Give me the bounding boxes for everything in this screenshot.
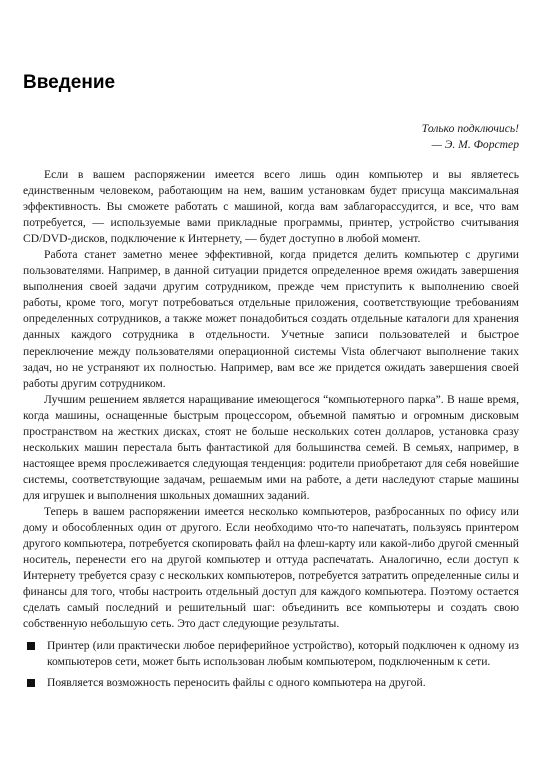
epigraph: [422, 121, 519, 153]
paragraph-3: Лучшим решением является наращивание имеющегося “компьютерного парка”. В наше время, когда машины, оснащенные быстрым процессором, объемной памятью и огромным дисковым пространством на жестких дисках, стоят не больше нескольких сотен долларов, установка сразу нескольких машин перестала быть фантастикой для большинства семей. В семьях, например, в настоящее время прослеживается следующая тенденция: родители приобретают для себя новейшие системы, соответствующие задачам, решаемым ими на работе, а дети наследуют старые машины для игрушек и выполнения школьных домашних заданий.: [23, 392, 519, 502]
bullet-item: [23, 675, 519, 691]
bullet-item: [23, 638, 519, 670]
bullet-list: [23, 638, 519, 691]
paragraph-1: Если в вашем распоряжении имеется всего лишь один компьютер и вы являетесь единственным человеком, работающим на нем, вашим установкам будет присуща максимальная эффективность. Вы сможете работать с машиной, когда вам заблагорассудится, и все, что вам потребуется, — используемые вами прикладные программы, принтер, устройство считывания CD/DVD-дисков, подключение к Интернету, — будет доступно в любой момент.: [23, 168, 519, 246]
chapter-body: [23, 167, 519, 697]
book-page: [23, 0, 519, 775]
square-bullet-icon: [27, 679, 35, 687]
bullet-text: Появляется возможность переносить файлы с одного компьютера на другой.: [47, 676, 426, 690]
square-bullet-icon: [27, 642, 35, 650]
bullet-text: Принтер (или практически любое периферийное устройство), который подключен к одному из компьютеров сети, может быть использован любым компьютером, подключенным к сети.: [47, 639, 519, 669]
paragraph-4: Теперь в вашем распоряжении имеется несколько компьютеров, разбросанных по офису или дому и обособленных один от другого. Если необходимо что-то напечатать, пользуясь принтером другого компьютера, потребуется скопировать файл на флеш-карту или какой-либо другой сменный носитель, перенести его на другой компьютер и оттуда распечатать. Аналогично, если доступ к Интернету требуется сразу с нескольких компьютеров, потребуется затратить определенные силы и финансы для того, чтобы настроить отдельный доступ для каждого компьютера. Поэтому остается сделать самый последний и решительный шаг: объединить все компьютеры и создать свою собственную небольшую сеть. Это даст следующие результаты.: [23, 504, 519, 631]
chapter-heading: Введение: [23, 72, 116, 93]
paragraph-2: Работа станет заметно менее эффективной, когда придется делить компьютер с другими пользователями. Например, в данной ситуации придется определенное время ожидать завершения выполнения своей задачи другим сотрудником, прежде чем приступить к выполнению своей работы, кроме того, могут потребоваться отдельные приложения, соответствующие требованиям определенных сотрудников, а также может понадобиться создать отдельные каталоги для хранения данных каждого сотрудника в отдельности. Учетные записи пользователей и быстрое переключение между пользователями операционной системы Vista облегчают выполнение таких задач, но не устраняют их полностью. Например, вам все же придется ожидать завершения своей работы другим сотрудником.: [23, 248, 519, 390]
epigraph-quote: Только подключись!: [421, 122, 519, 135]
epigraph-author: — Э. М. Форстер: [431, 138, 519, 151]
